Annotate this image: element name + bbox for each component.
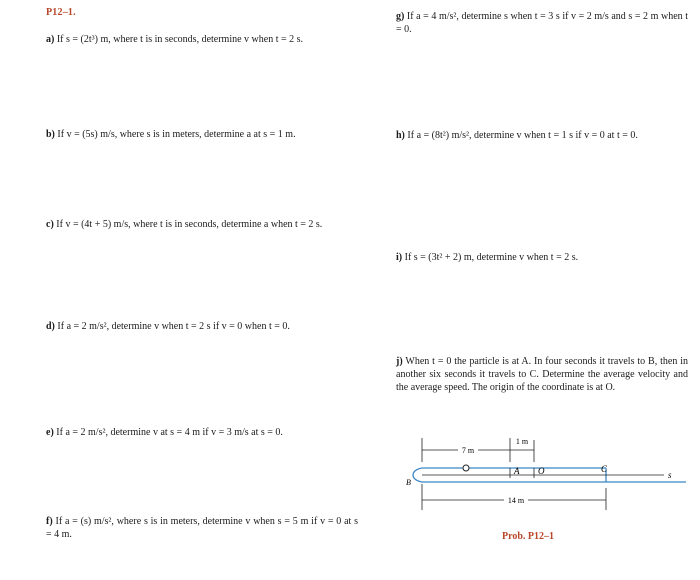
problem-f-label: f) <box>46 516 53 527</box>
problem-d-label: d) <box>46 321 55 332</box>
problem-a-label: a) <box>46 34 55 45</box>
problem-h-text: If a = (8t²) m/s², determine v when t = 1 s if v = 0 at t = 0. <box>407 130 638 141</box>
motion-diagram <box>396 432 696 522</box>
problem-h <box>396 129 688 142</box>
problem-e-text: If a = 2 m/s², determine v at s = 4 m if v = 3 m/s at s = 0. <box>56 427 283 438</box>
point-b-label: B <box>406 478 411 487</box>
problem-i-text: If s = (3t² + 2) m, determine v when t = 2 s. <box>404 252 579 263</box>
figure-caption: Prob. P12–1 <box>502 531 555 542</box>
point-o-label: O <box>538 466 545 476</box>
problem-e-label: e) <box>46 427 54 438</box>
problem-f <box>46 515 358 541</box>
problem-c-label: c) <box>46 219 54 230</box>
point-c-label: C <box>601 464 608 474</box>
problem-g <box>396 10 688 36</box>
problem-set-title: P12–1. <box>46 7 76 18</box>
problem-c-text: If v = (4t + 5) m/s, where t is in seconds, determine a when t = 2 s. <box>56 219 323 230</box>
problem-e <box>46 426 358 439</box>
problem-f-text: If a = (s) m/s², where s is in meters, determine v when s = 5 m if v = 0 at s = 4 m. <box>46 516 359 540</box>
problem-c <box>46 218 358 231</box>
motion-diagram-svg <box>396 432 696 522</box>
particle-marker <box>463 465 469 471</box>
problem-i-label: i) <box>396 252 403 263</box>
problem-h-label: h) <box>396 130 405 141</box>
problem-a-text: If s = (2t³) m, where t is in seconds, determine v when t = 2 s. <box>56 34 304 45</box>
problem-g-text: If a = 4 m/s², determine s when t = 3 s if v = 2 m/s and s = 2 m when t = 0. <box>396 11 688 35</box>
problem-b-text: If v = (5s) m/s, where s is in meters, determine a at s = 1 m. <box>57 129 296 140</box>
dim-7m-label: 7 m <box>461 446 475 455</box>
problem-j-label: j) <box>396 356 403 367</box>
problem-j <box>396 355 688 394</box>
problem-d <box>46 320 358 333</box>
problem-b <box>46 128 358 141</box>
point-a-label: A <box>514 466 520 476</box>
problem-a <box>46 33 358 46</box>
dim-14m-label: 14 m <box>507 496 525 505</box>
dim-1m-label: 1 m <box>515 437 529 446</box>
problem-g-label: g) <box>396 11 405 22</box>
problem-j-text: When t = 0 the particle is at A. In four seconds it travels to B, then in another six seconds it travels to C. Determine the average velocity and the average speed. The origin of the coordinate is at O. <box>396 356 688 393</box>
s-axis-label: s <box>668 470 672 480</box>
problem-b-label: b) <box>46 129 55 140</box>
problem-i <box>396 251 688 264</box>
problem-d-text: If a = 2 m/s², determine v when t = 2 s if v = 0 when t = 0. <box>57 321 290 332</box>
